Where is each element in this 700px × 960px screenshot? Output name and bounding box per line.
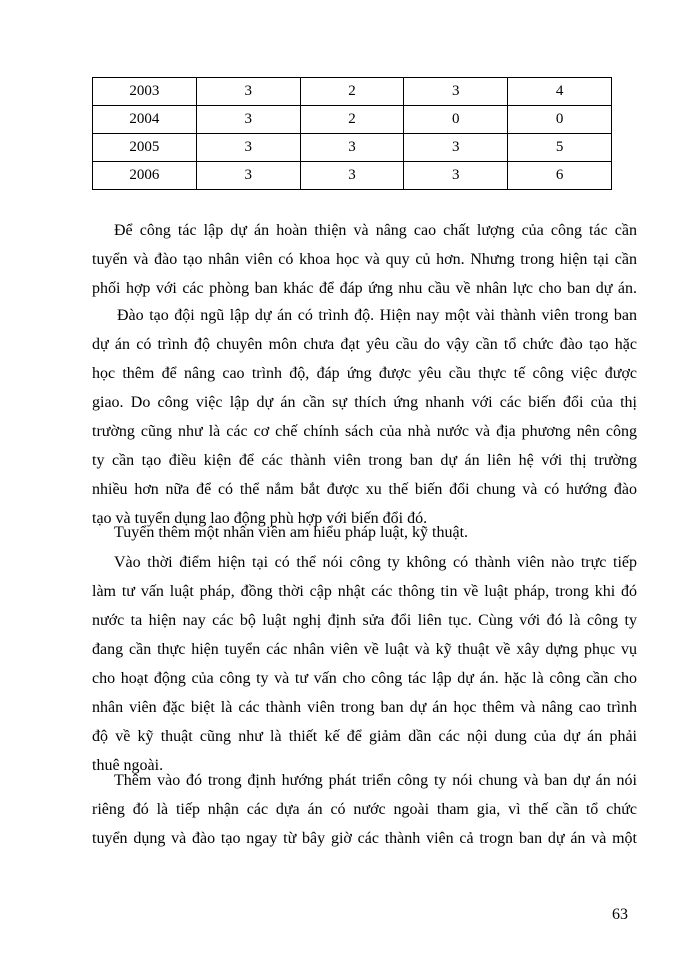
paragraph-line: tuyển dụng và đào tạo ngay từ bây giờ các thành viên cả trogn ban dự án và một (92, 830, 637, 847)
paragraph-line: trường cũng như là các cơ chế chính sách của nhà nước và địa phương nên công (92, 423, 637, 440)
table-cell: 4 (508, 78, 612, 106)
page-number: 63 (612, 906, 628, 923)
paragraph-line: Thêm vào đó trong định hướng phát triển công ty nói chung và ban dự án nói (114, 772, 637, 789)
paragraph-line: nhân viên đặc biệt là các thành viên trong ban dự án học thêm và nâng cao trình (92, 699, 637, 716)
paragraph-3 (92, 518, 637, 547)
paragraph-line: Vào thời điểm hiện tại có thể nói công ty không có thành viên nào trực tiếp (114, 554, 637, 571)
table-cell: 3 (196, 78, 300, 106)
table-cell: 3 (196, 134, 300, 162)
data-table (92, 77, 612, 190)
paragraph-line: nước ta hiện nay các bộ luật nghị định sửa đổi liên tục. Cùng với đó là công ty (92, 612, 637, 629)
table-cell: 2005 (93, 134, 197, 162)
paragraph-2 (92, 301, 637, 533)
table-cell: 6 (508, 162, 612, 190)
table-cell: 2 (300, 78, 404, 106)
table-cell: 3 (300, 162, 404, 190)
table-row (93, 134, 612, 162)
paragraph-line: Đào tạo đội ngũ lập dự án có trình độ. Hiện nay một vài thành viên trong ban (117, 307, 637, 324)
paragraph-1 (92, 216, 637, 303)
table-cell: 0 (508, 106, 612, 134)
table-cell: 2004 (93, 106, 197, 134)
paragraph-line: nhiều hơn nữa để có thể nắm bắt được xu thế biến đổi chung và có hướng đào (92, 481, 637, 498)
table-cell: 2 (300, 106, 404, 134)
table-row (93, 106, 612, 134)
paragraph-line: phối hợp với các phòng ban khác để đáp ứng nhu cầu về nhân lực cho ban dự án. (92, 280, 637, 297)
table-cell: 3 (196, 106, 300, 134)
table-cell: 0 (404, 106, 508, 134)
paragraph-line: làm tư vấn luật pháp, đồng thời cập nhật các thông tin về luật pháp, trong khi đó (92, 583, 637, 600)
paragraph-line: học thêm để nâng cao trình độ, đáp ứng được yêu cầu thực tế công việc được (92, 365, 637, 382)
table-cell: 5 (508, 134, 612, 162)
table-cell: 2003 (93, 78, 197, 106)
paragraph-line: dự án có trình độ chuyên môn chưa đạt yêu cầu do vậy cần tổ chức đào tạo hặc (92, 336, 637, 353)
table-cell: 3 (404, 162, 508, 190)
table-cell: 3 (300, 134, 404, 162)
table-row (93, 78, 612, 106)
paragraph-line: tạo và tuyển dụng lao động phù hợp với biến đổi đó. (92, 510, 428, 527)
paragraph-line: độ về kỹ thuật cũng như là thiết kế để giảm dần các nội dung của dự án phải (92, 728, 637, 745)
table-cell: 3 (196, 162, 300, 190)
table-cell: 3 (404, 134, 508, 162)
paragraph-line: Tuyển thêm một nhân viên am hiểu pháp luật, kỹ thuật. (114, 524, 469, 541)
table-cell: 3 (404, 78, 508, 106)
paragraph-line: tuyển và đào tạo nhân viên có khoa học và quy củ hơn. Nhưng trong hiện tại cần (92, 251, 637, 268)
paragraph-4 (92, 548, 637, 780)
table-cell: 2006 (93, 162, 197, 190)
table-row (93, 162, 612, 190)
paragraph-line: riêng đó là tiếp nhận các dựa án có nước ngoài tham gia, vì thế cần tổ chức (92, 801, 637, 818)
paragraph-line: ty cần tạo điều kiện để các thành viên trong ban dự án liên hệ với thị trường (92, 452, 637, 469)
paragraph-line: thuê ngoài. (92, 757, 164, 774)
paragraph-line: Để công tác lập dự án hoàn thiện và nâng cao chất lượng của công tác cần (114, 222, 637, 239)
paragraph-5 (92, 766, 637, 853)
paragraph-line: cho hoạt động của công ty và tư vấn cho công tác lập dự án. hặc là công cần cho (92, 670, 637, 687)
paragraph-line: giao. Do công việc lập dự án cần sự thích ứng nhanh với các biến đổi của thị (92, 394, 637, 411)
paragraph-line: đang cần thực hiện tuyển các nhân viên về luật và kỹ thuật về xây dựng phục vụ (92, 641, 637, 658)
